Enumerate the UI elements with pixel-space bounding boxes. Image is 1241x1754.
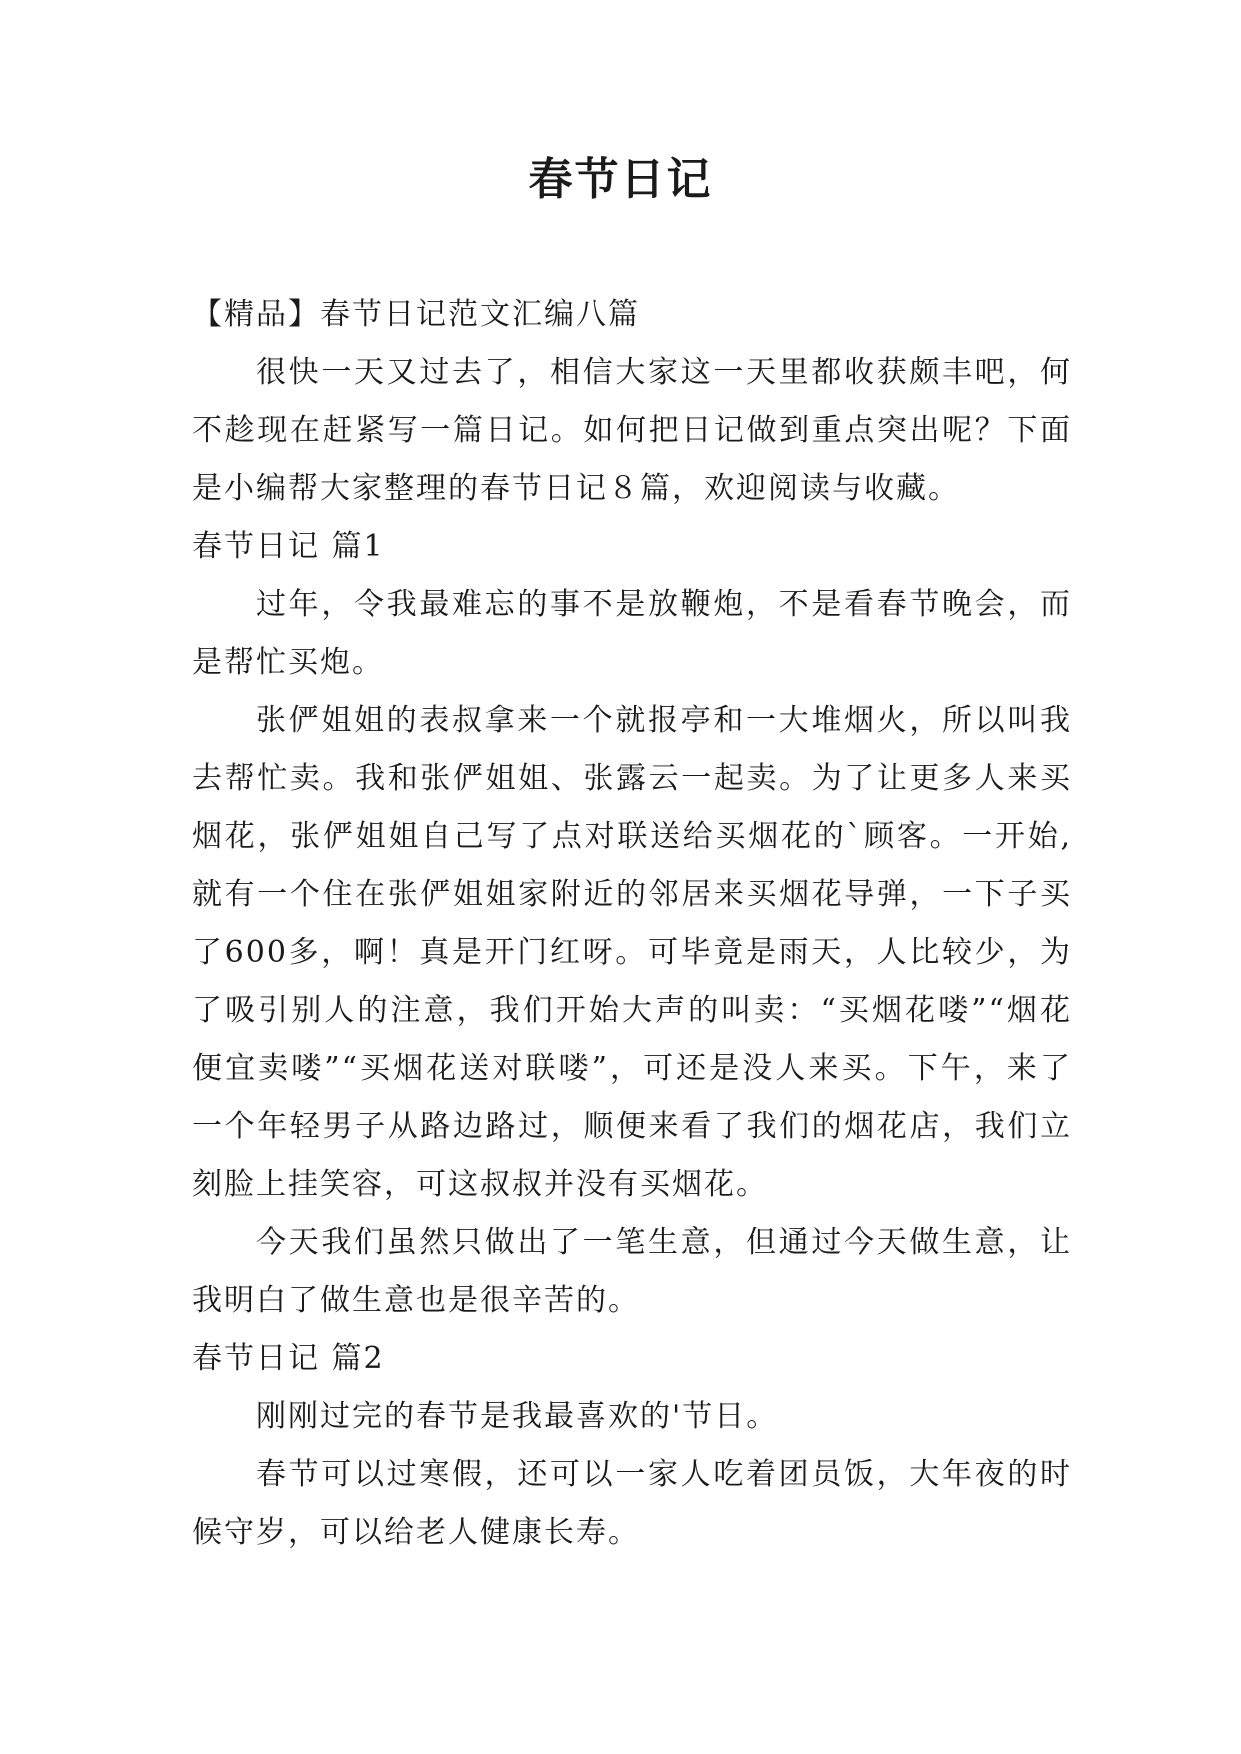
document-body (192, 286, 1072, 1562)
page-title: 春节日记 (528, 154, 713, 205)
section-heading-2: 春节日记 篇2 (192, 1341, 385, 1376)
paragraph: 春节可以过寒假，还可以一家人吃着团员饭，大年夜的时候守岁，可以给老人健康长寿。 (192, 1457, 1072, 1550)
paragraph: 今天我们虽然只做出了一笔生意，但通过今天做生意，让我明白了做生意也是很辛苦的。 (192, 1225, 1072, 1318)
document-subtitle: 【精品】春节日记范文汇编八篇 (192, 297, 640, 332)
paragraph: 张俨姐姐的表叔拿来一个就报亭和一大堆烟火，所以叫我去帮忙卖。我和张俨姐姐、张露云一起卖。为了让更多人来买烟花，张俨姐姐自己写了点对联送给买烟花的`顾客。一开始,就有一个住在张俨姐姐家附近的邻居来买烟花导弹，一下子买了600多，啊！真是开门红呀。可毕竟是雨天，人比较少，为了吸引别人的注意，我们开始大声的叫卖：“买烟花喽”“烟花便宜卖喽”“买烟花送对联喽”，可还是没人来买。下午，来了一个年轻男子从路边路过，顺便来看了我们的烟花店，我们立刻脸上挂笑容，可这叔叔并没有买烟花。 (192, 703, 1072, 1202)
paragraph: 过年，令我最难忘的事不是放鞭炮，不是看春节晚会，而是帮忙买炮。 (192, 587, 1072, 680)
paragraph: 刚刚过完的春节是我最喜欢的'节日。 (256, 1399, 779, 1434)
section-heading-1: 春节日记 篇1 (192, 529, 385, 564)
intro-paragraph: 很快一天又过去了，相信大家这一天里都收获颇丰吧，何不趁现在赶紧写一篇日记。如何把日记做到重点突出呢？下面是小编帮大家整理的春节日记８篇，欢迎阅读与收藏。 (192, 355, 1072, 506)
